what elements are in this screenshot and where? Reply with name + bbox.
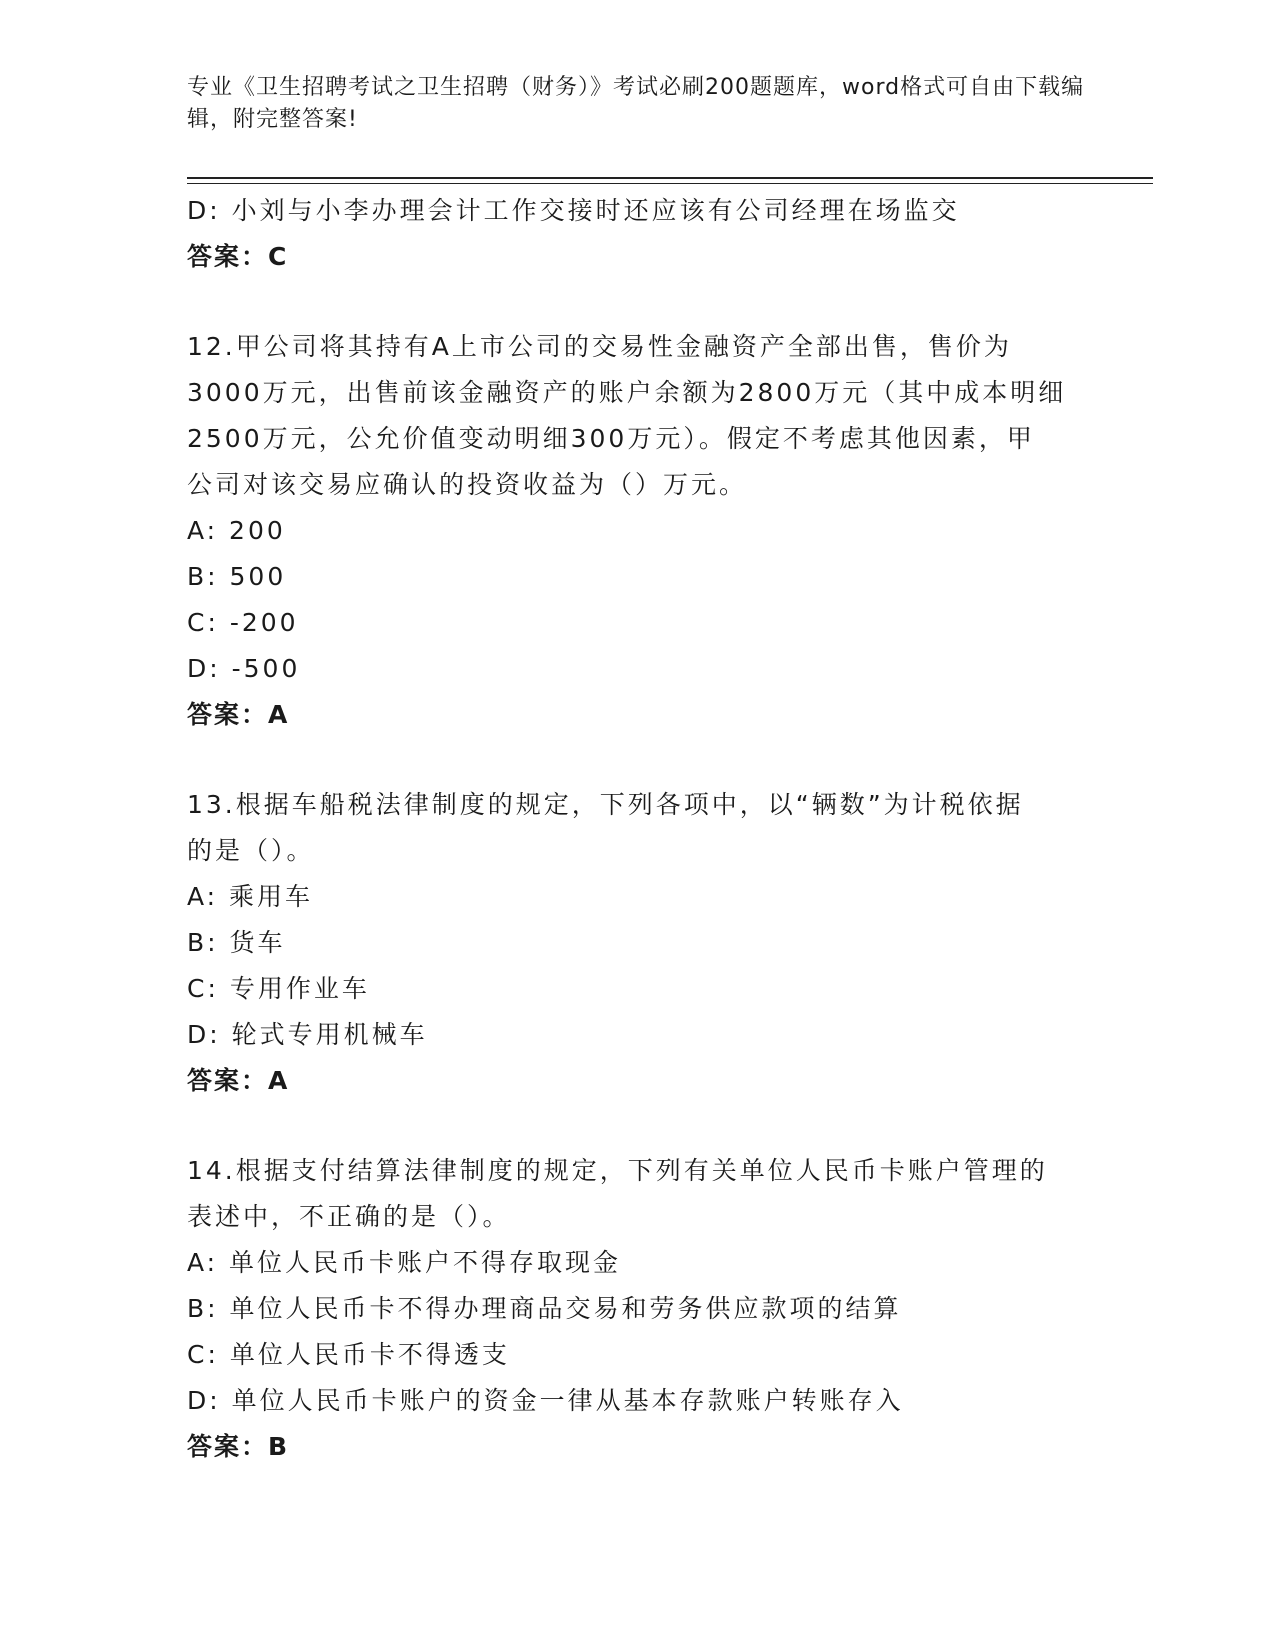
question-14 xyxy=(187,1148,1087,1470)
question-stem-line: 13.根据车船税法律制度的规定，下列各项中，以“辆数”为计税依据 xyxy=(187,790,1024,819)
answer-line: 答案：A xyxy=(187,700,290,729)
option-a: A: 单位人民币卡账户不得存取现金 xyxy=(187,1248,622,1277)
option-c: C: 专用作业车 xyxy=(187,974,370,1003)
header-title: 专业《卫生招聘考试之卫生招聘（财务）》考试必刷200题题库，word格式可自由下载编辑，附完整答案! xyxy=(187,75,1085,132)
header-rule-thin xyxy=(187,183,1153,184)
question-stem-line: 12.甲公司将其持有A上市公司的交易性金融资产全部出售，售价为 xyxy=(187,332,1012,361)
answer-line: 答案：A xyxy=(187,1066,290,1095)
answer-line: 答案：C xyxy=(187,242,289,271)
question-gap xyxy=(187,280,1087,324)
question-12 xyxy=(187,324,1087,738)
document-header xyxy=(187,72,1087,136)
header-rule-thick xyxy=(187,177,1153,179)
answer-line: 答案：B xyxy=(187,1432,290,1461)
question-stem-line: 3000万元，出售前该金融资产的账户余额为2800万元（其中成本明细 xyxy=(187,378,1067,407)
question-list xyxy=(187,188,1087,1470)
option-c: C: -200 xyxy=(187,608,299,637)
option-c: C: 单位人民币卡不得透支 xyxy=(187,1340,510,1369)
option-d: D: 小刘与小李办理会计工作交接时还应该有公司经理在场监交 xyxy=(187,196,960,225)
question-stem-line: 公司对该交易应确认的投资收益为（）万元。 xyxy=(187,470,748,499)
question-stem-line: 2500万元，公允价值变动明细300万元）。假定不考虑其他因素，甲 xyxy=(187,424,1035,453)
question-gap xyxy=(187,1104,1087,1148)
question-13 xyxy=(187,782,1087,1104)
option-a: A: 200 xyxy=(187,516,286,545)
option-b: B: 单位人民币卡不得办理商品交易和劳务供应款项的结算 xyxy=(187,1294,902,1323)
option-a: A: 乘用车 xyxy=(187,882,314,911)
question-stem-line: 14.根据支付结算法律制度的规定，下列有关单位人民币卡账户管理的 xyxy=(187,1156,1048,1185)
question-stem-line: 表述中，不正确的是（）。 xyxy=(187,1202,511,1231)
question-gap xyxy=(187,738,1087,782)
prev-question-tail xyxy=(187,188,1087,280)
option-b: B: 货车 xyxy=(187,928,286,957)
option-b: B: 500 xyxy=(187,562,287,591)
question-stem-line: 的是（）。 xyxy=(187,836,315,865)
option-d: D: 单位人民币卡账户的资金一律从基本存款账户转账存入 xyxy=(187,1386,904,1415)
option-d: D: -500 xyxy=(187,654,301,683)
option-d: D: 轮式专用机械车 xyxy=(187,1020,428,1049)
